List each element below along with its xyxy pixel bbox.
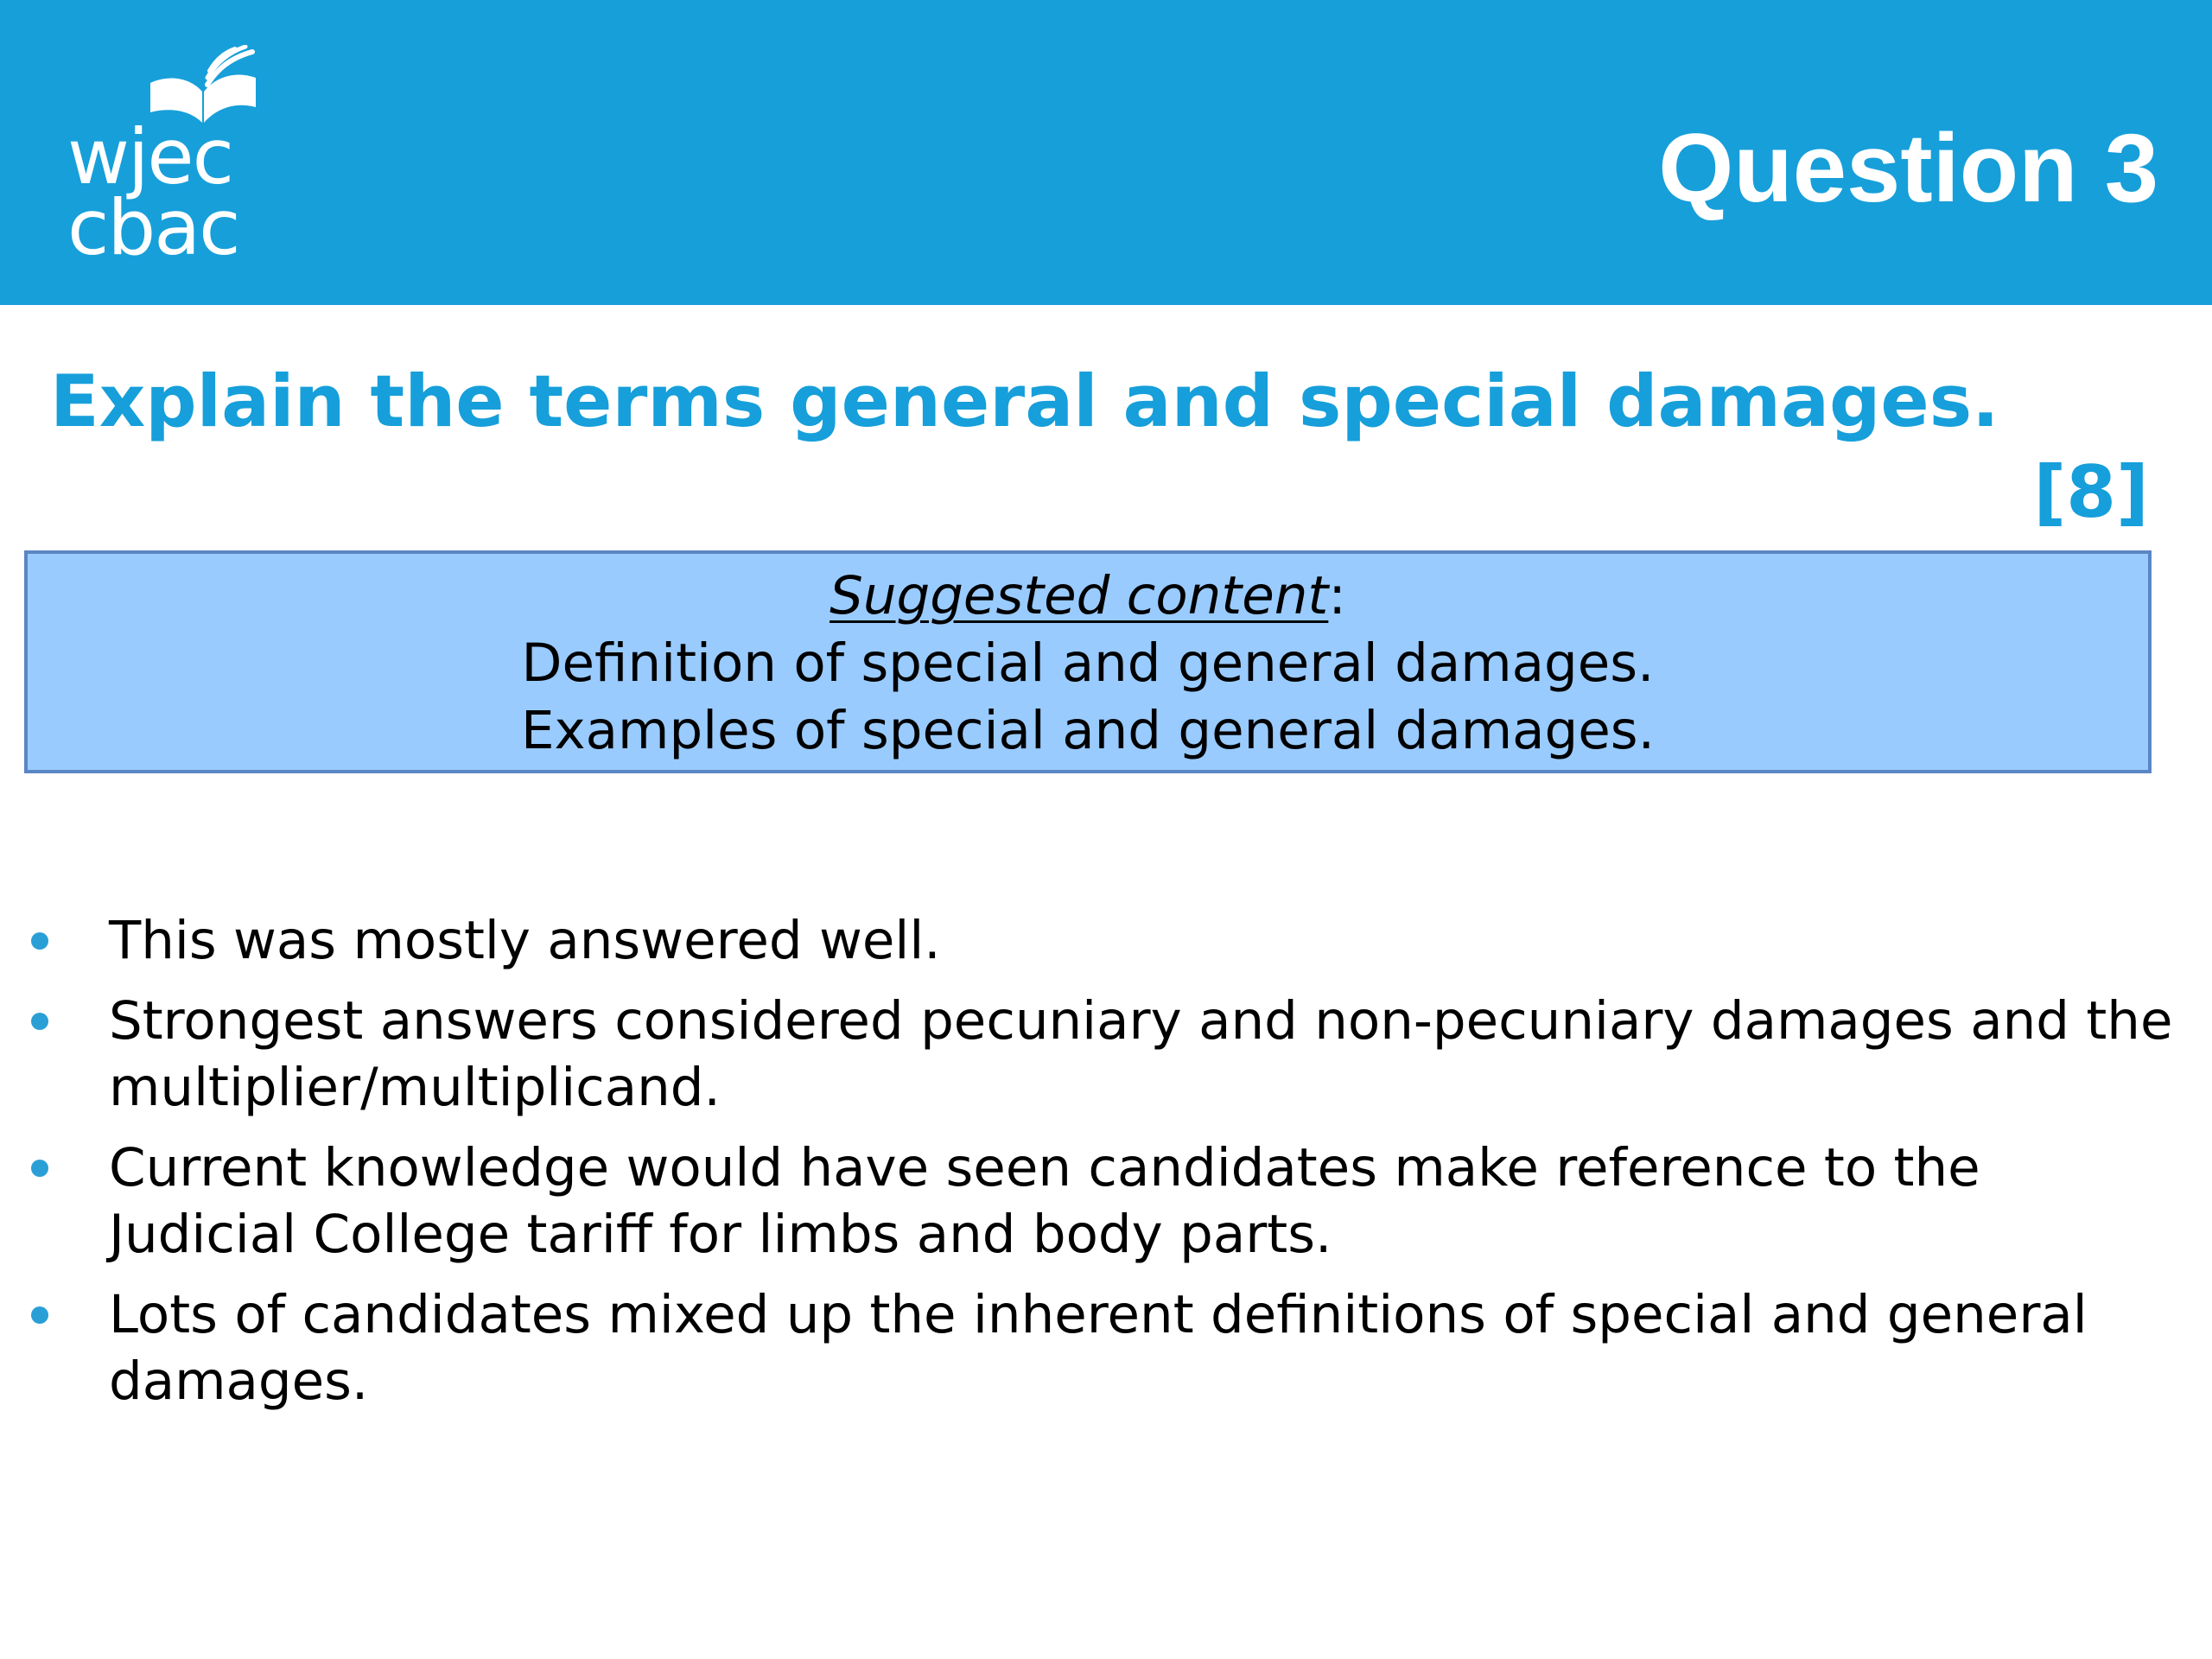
bullet-icon (31, 1306, 48, 1324)
feedback-item-text: Lots of candidates mixed up the inherent definitions of special and general damages. (109, 1284, 2088, 1412)
feedback-item (0, 988, 2212, 1121)
feedback-item-text: Strongest answers considered pecuniary and non-pecuniary damages and the multiplier/multiplicand. (109, 990, 2173, 1118)
wjec-cbac-logo (67, 45, 292, 272)
feedback-item (0, 1281, 2212, 1414)
suggested-content-heading: Suggested content (830, 565, 1329, 626)
feedback-item (0, 1135, 2212, 1268)
suggested-content-line: Examples of special and general damages. (521, 700, 1655, 761)
suggested-content-heading-row (28, 563, 2148, 630)
suggested-content-heading-colon: : (1328, 565, 1346, 626)
question-text: Explain the terms general and special damages. (50, 359, 1999, 443)
feedback-item-text: This was mostly answered well. (109, 910, 941, 971)
bullet-icon (31, 1013, 48, 1030)
header-banner (0, 0, 2212, 305)
bullet-icon (31, 932, 48, 950)
bullet-icon (31, 1160, 48, 1177)
logo-text-cbac: cbac (67, 183, 239, 272)
feedback-list (0, 907, 2212, 1428)
slide-title: Question 3 (1658, 114, 2158, 222)
question-marks: [8] (2033, 450, 2149, 534)
suggested-content-line: Definition of special and general damages. (521, 632, 1655, 694)
feedback-item (0, 907, 2212, 974)
suggested-content-box (24, 550, 2152, 773)
feedback-item-text: Current knowledge would have seen candidates make reference to the Judicial College tariff for limbs and body parts. (109, 1137, 1980, 1265)
logo-text-wjec: wjec (67, 112, 232, 201)
